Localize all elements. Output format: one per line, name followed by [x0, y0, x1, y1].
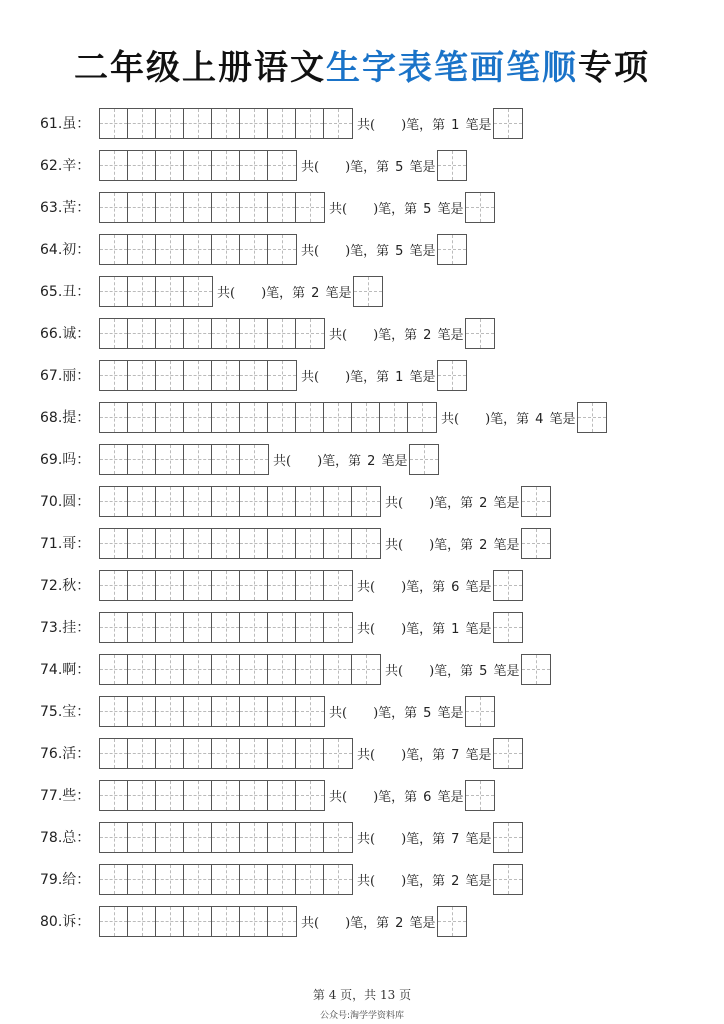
writing-cell[interactable] — [128, 529, 156, 558]
exercise-row — [40, 906, 467, 936]
stroke-order-grid[interactable] — [99, 906, 297, 937]
exercise-row — [40, 864, 523, 894]
stroke-order-grid[interactable] — [99, 780, 325, 811]
writing-cell[interactable] — [100, 109, 128, 138]
writing-cell[interactable] — [296, 655, 324, 684]
writing-cell[interactable] — [128, 487, 156, 516]
writing-cell[interactable] — [240, 361, 268, 390]
writing-cell[interactable] — [212, 907, 240, 936]
stroke-index: 5 — [423, 201, 432, 217]
exercise-row — [40, 612, 523, 642]
writing-cell[interactable] — [156, 529, 184, 558]
writing-cell[interactable] — [212, 151, 240, 180]
writing-cell[interactable] — [128, 571, 156, 600]
writing-cell[interactable] — [296, 193, 324, 222]
stroke-index: 2 — [311, 285, 320, 301]
exercise-row — [40, 696, 495, 726]
writing-cell[interactable] — [296, 109, 324, 138]
writing-cell[interactable] — [240, 655, 268, 684]
stroke-order-grid[interactable] — [99, 360, 297, 391]
writing-cell[interactable] — [184, 193, 212, 222]
writing-cell[interactable] — [128, 907, 156, 936]
writing-cell[interactable] — [156, 907, 184, 936]
stroke-question: 共( )笔，第 2 笔是 — [385, 537, 520, 553]
stroke-index: 2 — [479, 495, 488, 511]
stroke-question: 共( )笔，第 2 笔是 — [385, 495, 520, 511]
exercise-row — [40, 108, 523, 138]
item-label: 76.活： — [40, 746, 91, 762]
writing-cell[interactable] — [324, 655, 352, 684]
writing-cell[interactable] — [184, 823, 212, 852]
item-label: 61.虽： — [40, 116, 91, 132]
writing-cell[interactable] — [240, 781, 268, 810]
item-label: 63.苦： — [40, 200, 91, 216]
title-highlight: 生字表笔画笔顺 — [326, 48, 578, 88]
source-credit: 公众号:淘学学资料库 — [319, 1011, 405, 1021]
writing-cell[interactable] — [184, 529, 212, 558]
writing-cell[interactable] — [268, 571, 296, 600]
writing-cell[interactable] — [128, 403, 156, 432]
stroke-order-grid[interactable] — [99, 738, 353, 769]
stroke-question: 共( )笔，第 5 笔是 — [329, 201, 464, 217]
answer-cell[interactable] — [521, 486, 551, 517]
answer-cell[interactable] — [493, 612, 523, 643]
writing-cell[interactable] — [156, 403, 184, 432]
writing-cell[interactable] — [184, 571, 212, 600]
stroke-question: 共( )笔，第 5 笔是 — [385, 663, 520, 679]
stroke-order-grid[interactable] — [99, 150, 297, 181]
answer-cell[interactable] — [465, 192, 495, 223]
answer-cell[interactable] — [437, 906, 467, 937]
writing-cell[interactable] — [212, 739, 240, 768]
writing-cell[interactable] — [268, 697, 296, 726]
writing-cell[interactable] — [268, 739, 296, 768]
writing-cell[interactable] — [324, 529, 352, 558]
writing-cell[interactable] — [212, 403, 240, 432]
writing-cell[interactable] — [240, 823, 268, 852]
writing-cell[interactable] — [212, 445, 240, 474]
writing-cell[interactable] — [100, 907, 128, 936]
writing-cell[interactable] — [268, 193, 296, 222]
writing-cell[interactable] — [156, 865, 184, 894]
stroke-question: 共( )笔，第 1 笔是 — [357, 621, 492, 637]
item-label: 73.挂： — [40, 620, 91, 636]
stroke-order-grid[interactable] — [99, 654, 381, 685]
writing-cell[interactable] — [296, 319, 324, 348]
answer-cell[interactable] — [465, 696, 495, 727]
writing-cell[interactable] — [296, 403, 324, 432]
writing-cell[interactable] — [212, 361, 240, 390]
stroke-index: 1 — [451, 621, 460, 637]
writing-cell[interactable] — [156, 235, 184, 264]
writing-cell[interactable] — [324, 613, 352, 642]
answer-cell[interactable] — [493, 864, 523, 895]
item-label: 65.丑： — [40, 284, 91, 300]
writing-cell[interactable] — [100, 487, 128, 516]
stroke-question: 共( )笔，第 2 笔是 — [273, 453, 408, 469]
writing-cell[interactable] — [100, 697, 128, 726]
writing-cell[interactable] — [184, 907, 212, 936]
exercise-row — [40, 150, 467, 180]
stroke-index: 6 — [451, 579, 460, 595]
writing-cell[interactable] — [128, 823, 156, 852]
stroke-index: 5 — [479, 663, 488, 679]
writing-cell[interactable] — [156, 151, 184, 180]
writing-cell[interactable] — [212, 193, 240, 222]
stroke-order-grid[interactable] — [99, 276, 213, 307]
writing-cell[interactable] — [128, 445, 156, 474]
writing-cell[interactable] — [268, 235, 296, 264]
writing-cell[interactable] — [156, 739, 184, 768]
title-part-3: 专项 — [578, 48, 650, 88]
exercise-row — [40, 318, 495, 348]
answer-cell[interactable] — [437, 360, 467, 391]
writing-cell[interactable] — [240, 571, 268, 600]
writing-cell[interactable] — [128, 193, 156, 222]
stroke-index: 7 — [451, 747, 460, 763]
writing-cell[interactable] — [184, 781, 212, 810]
stroke-question: 共( )笔，第 1 笔是 — [357, 117, 492, 133]
writing-cell[interactable] — [268, 907, 296, 936]
stroke-order-grid[interactable] — [99, 318, 325, 349]
page-number: 第 4 页，共 13 页 — [312, 988, 412, 1002]
exercise-row — [40, 780, 495, 810]
writing-cell[interactable] — [128, 277, 156, 306]
answer-cell[interactable] — [493, 822, 523, 853]
writing-cell[interactable] — [240, 235, 268, 264]
stroke-question: 共( )笔，第 1 笔是 — [301, 369, 436, 385]
stroke-question: 共( )笔，第 2 笔是 — [329, 327, 464, 343]
writing-cell[interactable] — [100, 655, 128, 684]
item-label: 62.辛： — [40, 158, 91, 174]
writing-cell[interactable] — [128, 781, 156, 810]
writing-cell[interactable] — [296, 781, 324, 810]
writing-cell[interactable] — [240, 613, 268, 642]
stroke-index: 2 — [479, 537, 488, 553]
writing-cell[interactable] — [128, 235, 156, 264]
writing-cell[interactable] — [100, 445, 128, 474]
answer-cell[interactable] — [353, 276, 383, 307]
writing-cell[interactable] — [128, 739, 156, 768]
writing-cell[interactable] — [212, 529, 240, 558]
item-label: 66.诚： — [40, 326, 91, 342]
stroke-question: 共( )笔，第 7 笔是 — [357, 747, 492, 763]
writing-cell[interactable] — [240, 697, 268, 726]
writing-cell[interactable] — [296, 739, 324, 768]
exercise-row — [40, 822, 523, 852]
writing-cell[interactable] — [212, 109, 240, 138]
writing-cell[interactable] — [100, 823, 128, 852]
stroke-order-grid[interactable] — [99, 192, 325, 223]
stroke-order-grid[interactable] — [99, 612, 353, 643]
writing-cell[interactable] — [240, 151, 268, 180]
writing-cell[interactable] — [268, 613, 296, 642]
exercise-row — [40, 654, 551, 684]
stroke-question: 共( )笔，第 5 笔是 — [329, 705, 464, 721]
writing-cell[interactable] — [240, 529, 268, 558]
writing-cell[interactable] — [296, 487, 324, 516]
writing-cell[interactable] — [184, 739, 212, 768]
writing-cell[interactable] — [184, 277, 212, 306]
writing-cell[interactable] — [212, 571, 240, 600]
stroke-question: 共( )笔，第 6 笔是 — [357, 579, 492, 595]
writing-cell[interactable] — [156, 361, 184, 390]
writing-cell[interactable] — [156, 823, 184, 852]
answer-cell[interactable] — [409, 444, 439, 475]
writing-cell[interactable] — [184, 655, 212, 684]
stroke-index: 1 — [451, 117, 460, 133]
writing-cell[interactable] — [212, 865, 240, 894]
writing-cell[interactable] — [212, 655, 240, 684]
title-part-1: 二年级上册语文 — [74, 48, 326, 88]
writing-cell[interactable] — [100, 613, 128, 642]
writing-cell[interactable] — [100, 193, 128, 222]
writing-cell[interactable] — [268, 529, 296, 558]
answer-cell[interactable] — [493, 570, 523, 601]
stroke-index: 5 — [423, 705, 432, 721]
writing-cell[interactable] — [324, 739, 352, 768]
item-label: 80.诉： — [40, 914, 91, 930]
writing-cell[interactable] — [240, 865, 268, 894]
page-title — [0, 40, 724, 89]
writing-cell[interactable] — [100, 403, 128, 432]
writing-cell[interactable] — [184, 235, 212, 264]
stroke-index: 6 — [423, 789, 432, 805]
writing-cell[interactable] — [240, 193, 268, 222]
writing-cell[interactable] — [324, 109, 352, 138]
exercise-row — [40, 444, 439, 474]
stroke-question: 共( )笔，第 2 笔是 — [357, 873, 492, 889]
writing-cell[interactable] — [128, 361, 156, 390]
item-label: 64.初： — [40, 242, 91, 258]
stroke-order-grid[interactable] — [99, 108, 353, 139]
writing-cell[interactable] — [156, 277, 184, 306]
stroke-index: 2 — [395, 915, 404, 931]
writing-cell[interactable] — [128, 865, 156, 894]
writing-cell[interactable] — [268, 823, 296, 852]
writing-cell[interactable] — [296, 613, 324, 642]
writing-cell[interactable] — [156, 193, 184, 222]
stroke-index: 7 — [451, 831, 460, 847]
writing-cell[interactable] — [268, 151, 296, 180]
writing-cell[interactable] — [268, 781, 296, 810]
writing-cell[interactable] — [128, 319, 156, 348]
stroke-question: 共( )笔，第 2 笔是 — [217, 285, 352, 301]
writing-cell[interactable] — [212, 697, 240, 726]
writing-cell[interactable] — [324, 487, 352, 516]
writing-cell[interactable] — [184, 865, 212, 894]
writing-cell[interactable] — [240, 445, 268, 474]
item-label: 74.啊： — [40, 662, 91, 678]
stroke-order-grid[interactable] — [99, 822, 353, 853]
writing-cell[interactable] — [184, 445, 212, 474]
writing-cell[interactable] — [156, 613, 184, 642]
stroke-order-grid[interactable] — [99, 234, 297, 265]
writing-cell[interactable] — [268, 487, 296, 516]
writing-cell[interactable] — [380, 403, 408, 432]
stroke-index: 4 — [535, 411, 544, 427]
exercise-row — [40, 234, 467, 264]
writing-cell[interactable] — [240, 319, 268, 348]
stroke-index: 2 — [423, 327, 432, 343]
stroke-index: 1 — [395, 369, 404, 385]
answer-cell[interactable] — [521, 654, 551, 685]
stroke-question: 共( )笔，第 7 笔是 — [357, 831, 492, 847]
writing-cell[interactable] — [128, 109, 156, 138]
answer-cell[interactable] — [437, 234, 467, 265]
writing-cell[interactable] — [128, 655, 156, 684]
writing-cell[interactable] — [100, 739, 128, 768]
writing-cell[interactable] — [408, 403, 436, 432]
writing-cell[interactable] — [100, 277, 128, 306]
answer-cell[interactable] — [493, 738, 523, 769]
writing-cell[interactable] — [100, 781, 128, 810]
writing-cell[interactable] — [156, 445, 184, 474]
stroke-order-grid[interactable] — [99, 864, 353, 895]
writing-cell[interactable] — [156, 697, 184, 726]
item-label: 71.哥： — [40, 536, 91, 552]
stroke-order-grid[interactable] — [99, 528, 381, 559]
writing-cell[interactable] — [240, 907, 268, 936]
answer-cell[interactable] — [577, 402, 607, 433]
answer-cell[interactable] — [493, 108, 523, 139]
writing-cell[interactable] — [184, 151, 212, 180]
writing-cell[interactable] — [184, 403, 212, 432]
writing-cell[interactable] — [156, 571, 184, 600]
writing-cell[interactable] — [212, 487, 240, 516]
writing-cell[interactable] — [156, 655, 184, 684]
stroke-index: 2 — [451, 873, 460, 889]
writing-cell[interactable] — [268, 655, 296, 684]
writing-cell[interactable] — [212, 823, 240, 852]
stroke-order-grid[interactable] — [99, 696, 325, 727]
writing-cell[interactable] — [100, 151, 128, 180]
stroke-index: 5 — [395, 159, 404, 175]
item-label: 79.给： — [40, 872, 91, 888]
writing-cell[interactable] — [156, 781, 184, 810]
writing-cell[interactable] — [268, 361, 296, 390]
exercise-row — [40, 360, 467, 390]
answer-cell[interactable] — [437, 150, 467, 181]
stroke-question: 共( )笔，第 6 笔是 — [329, 789, 464, 805]
stroke-index: 5 — [395, 243, 404, 259]
writing-cell[interactable] — [128, 613, 156, 642]
writing-cell[interactable] — [184, 361, 212, 390]
exercise-row — [40, 192, 495, 222]
writing-cell[interactable] — [240, 403, 268, 432]
writing-cell[interactable] — [212, 613, 240, 642]
answer-cell[interactable] — [465, 318, 495, 349]
answer-cell[interactable] — [521, 528, 551, 559]
writing-cell[interactable] — [184, 487, 212, 516]
writing-cell[interactable] — [268, 319, 296, 348]
item-label: 68.提： — [40, 410, 91, 426]
writing-cell[interactable] — [268, 403, 296, 432]
writing-cell[interactable] — [184, 109, 212, 138]
writing-cell[interactable] — [240, 487, 268, 516]
writing-cell[interactable] — [156, 487, 184, 516]
writing-cell[interactable] — [156, 109, 184, 138]
stroke-order-grid[interactable] — [99, 486, 381, 517]
writing-cell[interactable] — [184, 319, 212, 348]
writing-cell[interactable] — [156, 319, 184, 348]
writing-cell[interactable] — [100, 865, 128, 894]
writing-cell[interactable] — [184, 613, 212, 642]
exercise-row — [40, 738, 523, 768]
writing-cell[interactable] — [212, 319, 240, 348]
writing-cell[interactable] — [296, 823, 324, 852]
writing-cell[interactable] — [324, 823, 352, 852]
item-label: 77.些： — [40, 788, 91, 804]
exercise-row — [40, 570, 523, 600]
writing-cell[interactable] — [324, 571, 352, 600]
writing-cell[interactable] — [240, 109, 268, 138]
writing-cell[interactable] — [352, 403, 380, 432]
answer-cell[interactable] — [465, 780, 495, 811]
writing-cell[interactable] — [268, 865, 296, 894]
exercise-row — [40, 486, 551, 516]
writing-cell[interactable] — [128, 151, 156, 180]
stroke-question: 共( )笔，第 4 笔是 — [441, 411, 576, 427]
writing-cell[interactable] — [268, 109, 296, 138]
exercise-row — [40, 528, 551, 558]
writing-cell[interactable] — [324, 403, 352, 432]
writing-cell[interactable] — [296, 697, 324, 726]
writing-cell[interactable] — [100, 529, 128, 558]
exercise-row — [40, 402, 607, 432]
item-label: 70.圆： — [40, 494, 91, 510]
stroke-question: 共( )笔，第 2 笔是 — [301, 915, 436, 931]
stroke-order-grid[interactable] — [99, 402, 437, 433]
writing-cell[interactable] — [100, 319, 128, 348]
writing-cell[interactable] — [240, 739, 268, 768]
item-label: 67.丽： — [40, 368, 91, 384]
stroke-order-grid[interactable] — [99, 570, 353, 601]
writing-cell[interactable] — [128, 697, 156, 726]
stroke-question: 共( )笔，第 5 笔是 — [301, 159, 436, 175]
writing-cell[interactable] — [352, 487, 380, 516]
writing-cell[interactable] — [212, 781, 240, 810]
writing-cell[interactable] — [100, 361, 128, 390]
stroke-order-grid[interactable] — [99, 444, 269, 475]
stroke-index: 2 — [367, 453, 376, 469]
writing-cell[interactable] — [296, 865, 324, 894]
writing-cell[interactable] — [352, 529, 380, 558]
writing-cell[interactable] — [100, 235, 128, 264]
item-label: 69.吗： — [40, 452, 91, 468]
writing-cell[interactable] — [352, 655, 380, 684]
writing-cell[interactable] — [100, 571, 128, 600]
writing-cell[interactable] — [184, 697, 212, 726]
item-label: 75.宝： — [40, 704, 91, 720]
stroke-question: 共( )笔，第 5 笔是 — [301, 243, 436, 259]
item-label: 72.秋： — [40, 578, 91, 594]
writing-cell[interactable] — [212, 235, 240, 264]
writing-cell[interactable] — [296, 529, 324, 558]
exercise-row — [40, 276, 383, 306]
writing-cell[interactable] — [324, 865, 352, 894]
writing-cell[interactable] — [296, 571, 324, 600]
item-label: 78.总： — [40, 830, 91, 846]
